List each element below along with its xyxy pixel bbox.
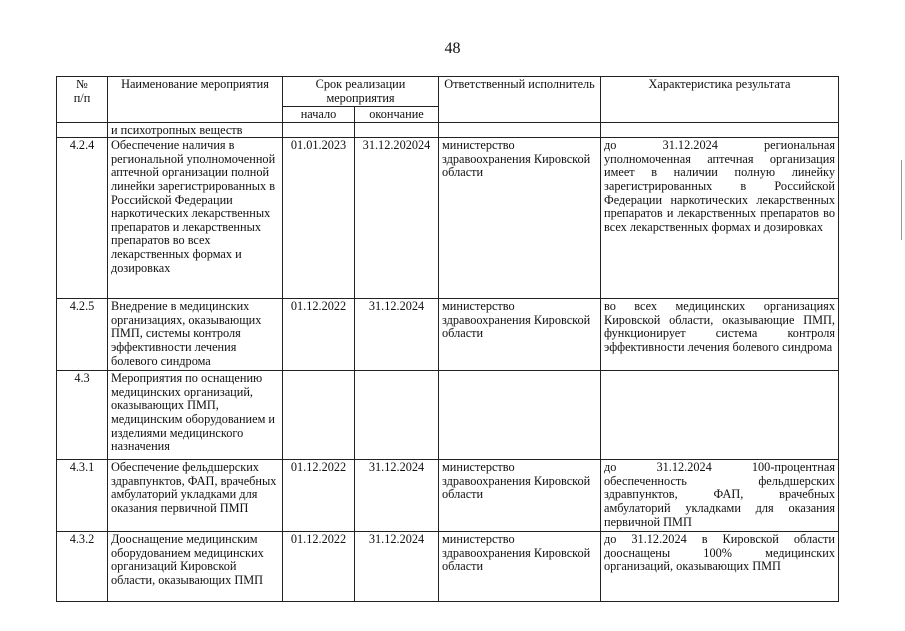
- header-num: № п/п: [57, 77, 108, 123]
- cell-start: 01.01.2023: [283, 138, 355, 299]
- cell-start: 01.12.2022: [283, 299, 355, 371]
- table-row: [57, 138, 839, 299]
- cell-end: 31.12.2024: [355, 460, 439, 532]
- page-number: 48: [444, 40, 461, 57]
- cell-result: до 31.12.2024 региональная уполномоченная аптечная организация имеет в наличии полную линейку зарегистрированных в Российской Федерации наркотических лекарственных препаратов и лекарственных препаратов во всех лекарственных формах и дозировках: [601, 138, 839, 299]
- cell-executor: министерство здравоохранения Кировской области: [439, 299, 601, 371]
- cell-name: Дооснащение медицинским оборудованием медицинских организаций Кировской области, оказывающих ПМП: [108, 532, 283, 602]
- table-row-continuation: [57, 122, 839, 138]
- cell-executor: министерство здравоохранения Кировской области: [439, 138, 601, 299]
- cell-num: [57, 122, 108, 138]
- cell-executor: [439, 371, 601, 460]
- table-row: [57, 532, 839, 602]
- cell-start: 01.12.2022: [283, 460, 355, 532]
- header-period: Срок реализации мероприятия: [283, 77, 439, 107]
- cell-result: во всех медицинских организациях Кировской области, оказывающие ПМП, функционирует система контроля эффективности лечения болевого синдрома: [601, 299, 839, 371]
- cell-num: 4.2.4: [57, 138, 108, 299]
- cell-num: 4.3.1: [57, 460, 108, 532]
- cell-end: 31.12.202024: [355, 138, 439, 299]
- cell-name: Обеспечение фельдшерских здравпунктов, ФАП, врачебных амбулаторий укладками для оказания первичной ПМП: [108, 460, 283, 532]
- cell-end: [355, 122, 439, 138]
- cell-executor: министерство здравоохранения Кировской области: [439, 460, 601, 532]
- header-executor: Ответственный исполнитель: [439, 77, 601, 123]
- cell-executor: министерство здравоохранения Кировской области: [439, 532, 601, 602]
- cell-result: [601, 122, 839, 138]
- table-row: [57, 371, 839, 460]
- cell-end: 31.12.2024: [355, 299, 439, 371]
- cell-end: [355, 371, 439, 460]
- header-result: Характеристика результата: [601, 77, 839, 123]
- cell-num: 4.3: [57, 371, 108, 460]
- cell-start: 01.12.2022: [283, 532, 355, 602]
- header-end: окончание: [355, 107, 439, 123]
- cell-result: [601, 371, 839, 460]
- cell-executor: [439, 122, 601, 138]
- scan-edge-artifact: [901, 160, 902, 240]
- cell-name: Обеспечение наличия в региональной уполномоченной аптечной организации полной линейки зарегистрированных в Российской Федерации наркотических лекарственных препаратов и лекарственных препаратов во всех лекарственных формах и дозировках: [108, 138, 283, 299]
- cell-end: 31.12.2024: [355, 532, 439, 602]
- table-row: [57, 460, 839, 532]
- cell-name: и психотропных веществ: [108, 122, 283, 138]
- header-start: начало: [283, 107, 355, 123]
- cell-name: Внедрение в медицинских организациях, оказывающих ПМП, системы контроля эффективности лечения болевого синдрома: [108, 299, 283, 371]
- table-row: [57, 299, 839, 371]
- activities-table: [56, 76, 839, 602]
- cell-name: Мероприятия по оснащению медицинских организаций, оказывающих ПМП, медицинским оборудованием и изделиями медицинского назначения: [108, 371, 283, 460]
- cell-num: 4.3.2: [57, 532, 108, 602]
- cell-num: 4.2.5: [57, 299, 108, 371]
- cell-result: до 31.12.2024 в Кировской области дооснащены 100% медицинских организаций, оказывающих ПМП: [601, 532, 839, 602]
- cell-start: [283, 122, 355, 138]
- cell-result: до 31.12.2024 100-процентная обеспеченность фельдшерских здравпунктов, ФАП, врачебных амбулаторий укладками для оказания первичной ПМП: [601, 460, 839, 532]
- header-name: Наименование мероприятия: [108, 77, 283, 123]
- cell-start: [283, 371, 355, 460]
